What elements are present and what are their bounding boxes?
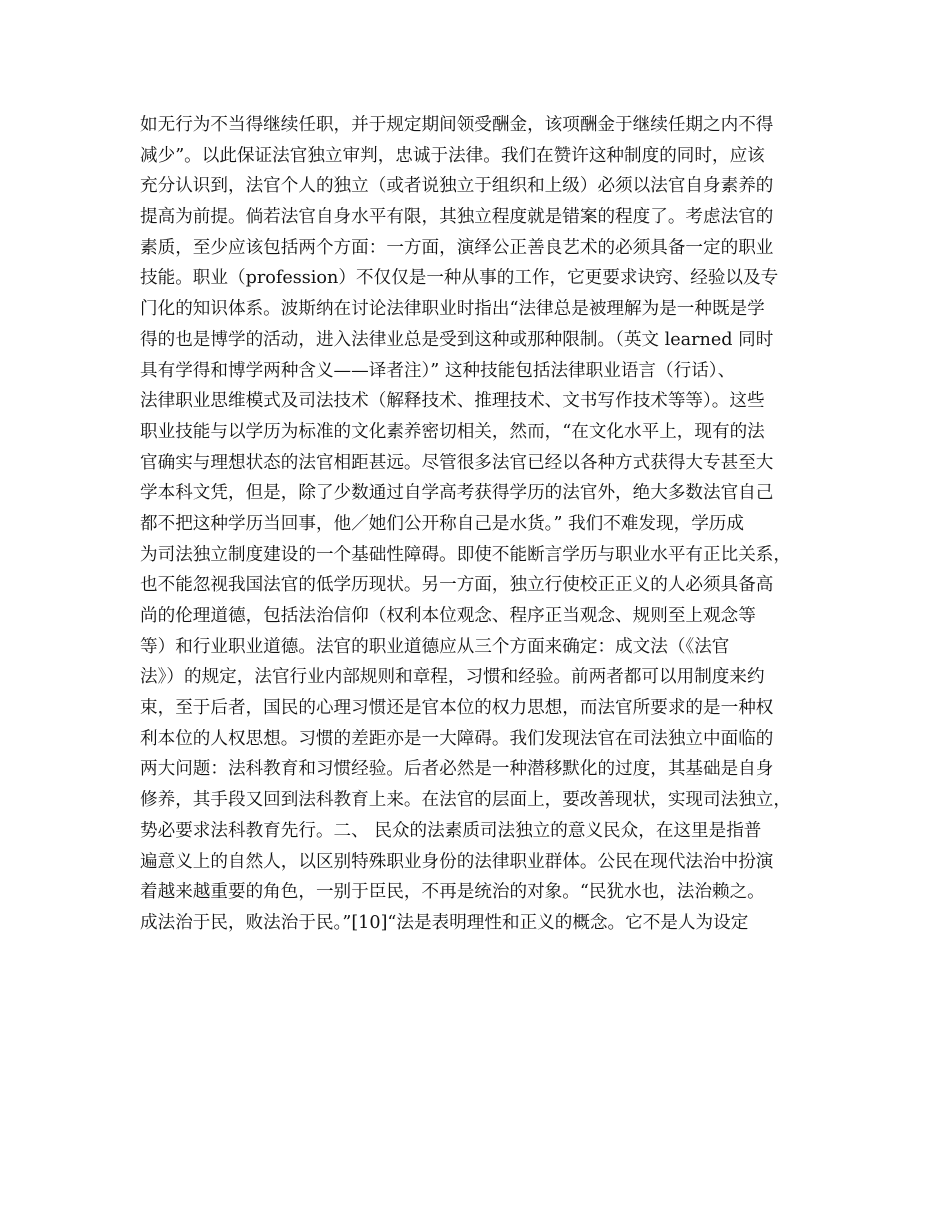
text-line: 着越来越重要的角色，一别于臣民，不再是统治的对象。“民犹水也，法治赖之。: [140, 882, 765, 903]
text-line: 利本位的人权思想。习惯的差距亦是一大障碍。我们发现法官在司法独立中面临的: [140, 728, 774, 749]
text-line: 成法治于民，败法治于民。”[10]“法是表明理性和正义的概念。它不是人为设定: [140, 912, 749, 933]
text-line: 遍意义上的自然人，以区别特殊职业身份的法律职业群体。公民在现代法治中扮演: [140, 851, 774, 872]
text-line: 充分认识到，法官个人的独立（或者说独立于组织和上级）必须以法官自身素养的: [140, 176, 774, 197]
text-line: 法》）的规定，法官行业内部规则和章程，习惯和经验。前两者都可以用制度来约: [140, 667, 765, 688]
text-line: 官确实与理想状态的法官相距甚远。尽管很多法官已经以各种方式获得大专甚至大: [140, 452, 774, 473]
text-line: 学本科文凭，但是，除了少数通过自学高考获得学历的法官外，绝大多数法官自己: [140, 483, 774, 504]
text-line: 也不能忽视我国法官的低学历现状。另一方面，独立行使校正正义的人必须具备高: [140, 575, 774, 596]
text-line: 如无行为不当得继续任职，并于规定期间领受酬金，该项酬金于继续任期之内不得: [140, 115, 774, 135]
text-line: 都不把这种学历当回事，他／她们公开称自己是水货。” 我们不难发现，学历成: [140, 513, 744, 534]
text-line: 技能。职业（profession）不仅仅是一种从事的工作，它更要求诀窍、经验以及专: [140, 268, 779, 289]
text-line: 等）和行业职业道德。法官的职业道德应从三个方面来确定：成文法（《法官: [140, 636, 730, 657]
text-line: 门化的知识体系。波斯纳在讨论法律职业时指出“法律总是被理解为是一种既是学: [140, 299, 765, 320]
text-line: 为司法独立制度建设的一个基础性障碍。即使不能断言学历与职业水平有正比关系，: [140, 544, 791, 565]
text-line: 具有学得和博学两种含义——译者注）” 这种技能包括法律职业语言（行话）、: [140, 360, 736, 381]
text-line: 修养，其手段又回到法科教育上来。在法官的层面上，要改善现状，实现司法独立，: [140, 790, 791, 811]
text-line: 减少”。以此保证法官独立审判，忠诚于法律。我们在赞许这种制度的同时，应该: [140, 145, 765, 166]
text-line: 职业技能与以学历为标准的文化素养密切相关，然而，“在文化水平上，现有的法: [140, 421, 765, 442]
text-line: 提高为前提。倘若法官自身水平有限，其独立程度就是错案的程度了。考虑法官的: [140, 207, 774, 228]
text-line: 两大问题：法科教育和习惯经验。后者必然是一种潜移默化的过度，其基础是自身: [140, 759, 774, 780]
body-text: [140, 110, 830, 939]
text-line: 得的也是博学的活动，进入法律业总是受到这种或那种限制。（英文 learned 同时: [140, 329, 774, 350]
text-line: 势必要求法科教育先行。二、 民众的法素质司法独立的意义民众，在这里是指普: [140, 820, 762, 841]
text-line: 尚的伦理道德，包括法治信仰（权利本位观念、程序正当观念、规则至上观念等: [140, 606, 756, 626]
text-line: 束，至于后者，国民的心理习惯还是官本位的权力思想，而法官所要求的是一种权: [140, 698, 774, 719]
text-line: 素质，至少应该包括两个方面：一方面，演绎公正善良艺术的必须具备一定的职业: [140, 237, 774, 258]
text-line: 法律职业思维模式及司法技术（解释技术、推理技术、文书写作技术等等）。这些: [140, 391, 765, 412]
